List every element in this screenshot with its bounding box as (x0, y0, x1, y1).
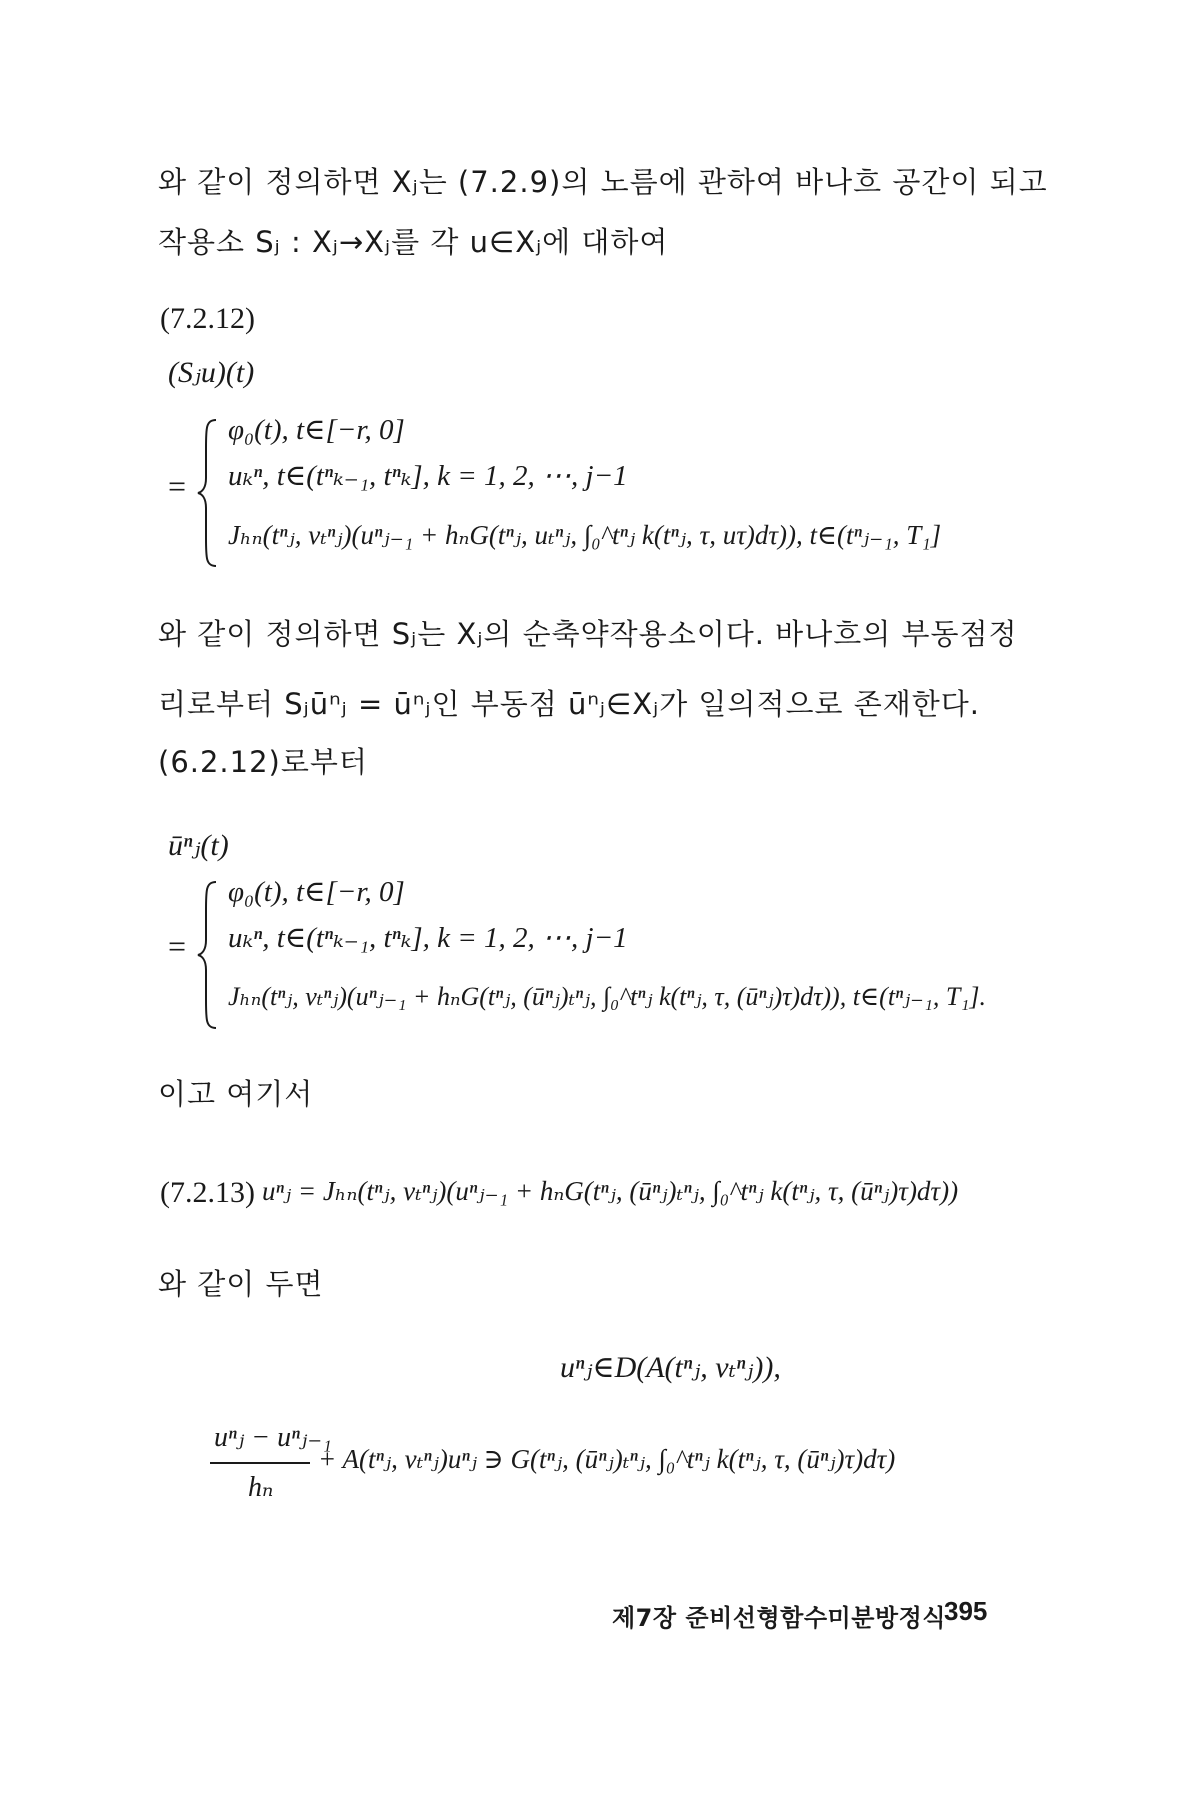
equation-2-case-3: Jₕₙ(tⁿⱼ, vₜⁿⱼ)(uⁿⱼ₋₁ + hₙG(tⁿⱼ, (ūⁿⱼ)ₜⁿⱼ, ∫₀^tⁿⱼ k(tⁿⱼ, τ, (ūⁿⱼ)τ)dτ)), t∈(tⁿⱼ₋₁, T₁]. (228, 982, 986, 1011)
equation-3: uⁿⱼ = Jₕₙ(tⁿⱼ, vₜⁿⱼ)(uⁿⱼ₋₁ + hₙG(tⁿⱼ, (ūⁿⱼ)ₜⁿⱼ, ∫₀^tⁿⱼ k(tⁿⱼ, τ, (ūⁿⱼ)τ)dτ)) (262, 1176, 959, 1206)
paragraph-2-line-1: 와 같이 정의하면 Sⱼ는 Xⱼ의 순축약작용소이다. 바나흐의 부동점정 (158, 617, 1018, 651)
equals-sign-2: = (168, 928, 187, 964)
equation-5-denominator: hₙ (248, 1472, 274, 1503)
equation-5-rest: + A(tⁿⱼ, vₜⁿⱼ)uⁿⱼ ∋ G(tⁿⱼ, (ūⁿⱼ)ₜⁿⱼ, ∫₀^tⁿⱼ k(tⁿⱼ, τ, (ūⁿⱼ)τ)dτ) (318, 1444, 896, 1474)
left-brace-icon-2 (196, 880, 220, 1030)
equation-1-case-2: uₖⁿ, t∈(tⁿₖ₋₁, tⁿₖ], k = 1, 2, ⋯, j−1 (228, 460, 628, 492)
paragraph-1-line-2: 작용소 Sⱼ : Xⱼ→Xⱼ를 각 u∈Xⱼ에 대하여 (158, 225, 669, 259)
page-number: 395 (944, 1596, 988, 1626)
paragraph-3-line-1: 이고 여기서 (158, 1077, 314, 1111)
paragraph-4-line-1: 와 같이 두면 (158, 1267, 324, 1301)
equation-1-case-1: φ₀(t), t∈[−r, 0] (228, 414, 405, 446)
paragraph-2-line-3: (6.2.12)로부터 (158, 745, 368, 779)
equation-2-lhs: ūⁿⱼ(t) (168, 829, 229, 862)
equals-sign: = (168, 468, 187, 504)
paragraph-1-line-1: 와 같이 정의하면 Xⱼ는 (7.2.9)의 노름에 관하여 바나흐 공간이 되고 (158, 165, 1048, 199)
equation-4: uⁿⱼ∈D(A(tⁿⱼ, vₜⁿⱼ)), (560, 1351, 781, 1384)
fraction-bar (210, 1462, 310, 1464)
equation-label-7-2-12: (7.2.12) (160, 302, 255, 335)
paragraph-2-line-2: 리로부터 Sⱼūⁿⱼ = ūⁿⱼ인 부동점 ūⁿⱼ∈Xⱼ가 일의적으로 존재한다. (158, 687, 980, 721)
left-brace-icon (196, 418, 220, 568)
equation-2-case-1: φ₀(t), t∈[−r, 0] (228, 876, 405, 908)
equation-2-case-2: uₖⁿ, t∈(tⁿₖ₋₁, tⁿₖ], k = 1, 2, ⋯, j−1 (228, 922, 628, 954)
equation-label-7-2-13: (7.2.13) (160, 1176, 255, 1209)
equation-5-numerator: uⁿⱼ − uⁿⱼ₋₁ (214, 1422, 332, 1453)
equation-1-lhs: (Sⱼu)(t) (168, 356, 255, 389)
equation-1-case-3: Jₕₙ(tⁿⱼ, vₜⁿⱼ)(uⁿⱼ₋₁ + hₙG(tⁿⱼ, uₜⁿⱼ, ∫₀^tⁿⱼ k(tⁿⱼ, τ, uτ)dτ)), t∈(tⁿⱼ₋₁, T₁] (228, 520, 942, 550)
chapter-footer: 제7장 준비선형함수미분방정식 (612, 1604, 946, 1632)
